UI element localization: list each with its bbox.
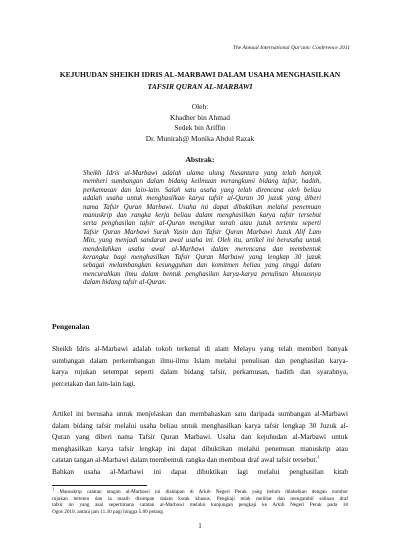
footnote-number: 1 [52,486,55,492]
footnote-line: Ogos 2010, antara jam 11.30 pagi hingga 5.00 petang. [52,508,165,515]
running-head: The Annual International Qur'anic Conference 2011 [232,45,350,51]
abstract-line: sebagai melambangkan kesungguhan dan komitmen beliau yang tinggi dalam [83,262,321,270]
paragraph-line: Sheikh Idris al-Marbawi adalah tokoh terkenal di alam Melayu yang telah memberi banyak [52,345,348,353]
title-line-1: KEJUHUDAN SHEIKH IDRIS AL-MARBAWI DALAM USAHA MENGHASILKAN [59,70,341,79]
paragraph-line: karya rujukan setempat seperti dalam bidang tafsir, perkamusan, hadith dan syarahnya, [52,368,348,377]
abstract-line: perkamusan dan lain-lain. Salah satu usaha yang telah direncana oleh beliau [83,186,321,194]
abstract-line: nama Tafsir Quran Marbawi. Usaha ini dapat dibuktikan melalui penemuan [83,203,321,211]
footnote [52,486,349,515]
abstract-body [83,170,321,288]
abstract-line: manuskrip dan rangka kerja beliau dalam menghasilkan karya tafsir tersebut [83,212,321,220]
abstract-line: Min, yang menjadi sandaran awal usaha ini. Oleh itu, artikel ini berusaha untuk [83,237,321,245]
paragraph-line: percetakan dan lain-lain lagi. [52,379,136,388]
paragraph-1 [52,344,348,390]
footnote-marker[interactable]: 1 [317,454,320,460]
abstract-line: adalah usaha untuk menghasilkan karya tafsir al-Quran 30 juzuk yang diberi [83,195,321,203]
abstract-line: serta penghasilan tafsir al-Quran mengikut surah atau juzuk tertentu seperti [83,220,321,228]
page-number: 1 [198,522,202,530]
abstract-line: dalam bidang tafsir al-Quran. [83,279,167,287]
author-block [40,102,360,144]
abstract-line: mendedahkan usaha awal al-Marbawi dalam merencana dan membentuk [83,245,321,253]
author-name: Khadher bin Ahmad [170,112,230,122]
abstract-heading: Abstrak: [185,155,215,164]
footnote-line [52,486,349,496]
author-name: Sedek bin Ariffin [174,123,226,132]
paragraph-line: menghasilkan karya tafsir lengkap ini dapat dibuktikan melalui penemuan manuskrip atau [52,444,348,453]
abstract-line: mencurahkan ilmu dalam bentuk penghasilan karya-karya penulisan khususnya [83,270,321,278]
paragraph-line [52,455,348,467]
abstract-line: kerangka bagi menghasilkan Tafsir Quran Marbawi yang lengkap 30 juzuk [83,254,321,262]
footnote-line: rujukan tertentu dan ia masih disimpan dalam kotak khusus. Pengkaji telah melihat dan mengambil salinan draf [52,495,348,502]
paragraph-line: Artikel ini berusaha untuk menjelaskan dan membahaskan satu daripada sumbangan al-Marbawi [52,410,348,418]
author-label: Oleh: [191,102,209,111]
paragraph-line-text: catatan tangan al-Marbawi dalam membentuk rangka dan membuat draf awal tafsir tersebut. [52,456,318,465]
paragraph-2 [52,409,348,479]
footnote-divider [52,485,147,486]
paragraph-line: dalam bidang tafsir melalui usaha beliau untuk menghasilkan karya tafsir lengkap 30 Juzuk al- [52,421,348,430]
abstract-line: memberi sumbangan dalam bidang keilmuan merangkumi bidang tafsir, hadith, [83,178,321,186]
footnote-line: tafsir ini yang asal sepertimana catatan al-Marbawi melalui kunjungan pengkaji ke Arkib Negeri Perak pada 18 [52,502,348,509]
paragraph-line: Bahkan usaha al-Marbawi ini dapat dibuktikan lagi melalui penghasilan kitab [52,467,348,476]
section-heading: Pengenalan [52,322,90,331]
abstract-line: Sheikh Idris al-Marbawi adalah ulama ulung Nusantara yang telah banyak [83,170,321,177]
title-line-2: TAFSIR QURAN AL-MARBAWI [147,82,253,91]
footnote-line-text: Manuskrip catatan tangan al-Marbawi ini disimpan di Arkib Negeri Perak yang belum dilabelkan dengan nombor [59,489,349,495]
paragraph-line: Quran yang diberi nama Tafsir Quran Marbawi. Usaha dan kejuhudan al-Marbawi untuk [52,433,348,442]
paragraph-line: sumbangan dalam perkembangan ilmu-ilmu Islam melalui penulisan dan penghasilan karya- [52,356,348,365]
paper-title [40,69,360,93]
abstract-line: Tafsir Quran Marbawi Surah Yasin dan Tafsir Quran Marbawi Juzuk Alif Lam [83,228,321,236]
author-name: Dr. Munirah@ Monika Abdul Razak [145,133,255,143]
